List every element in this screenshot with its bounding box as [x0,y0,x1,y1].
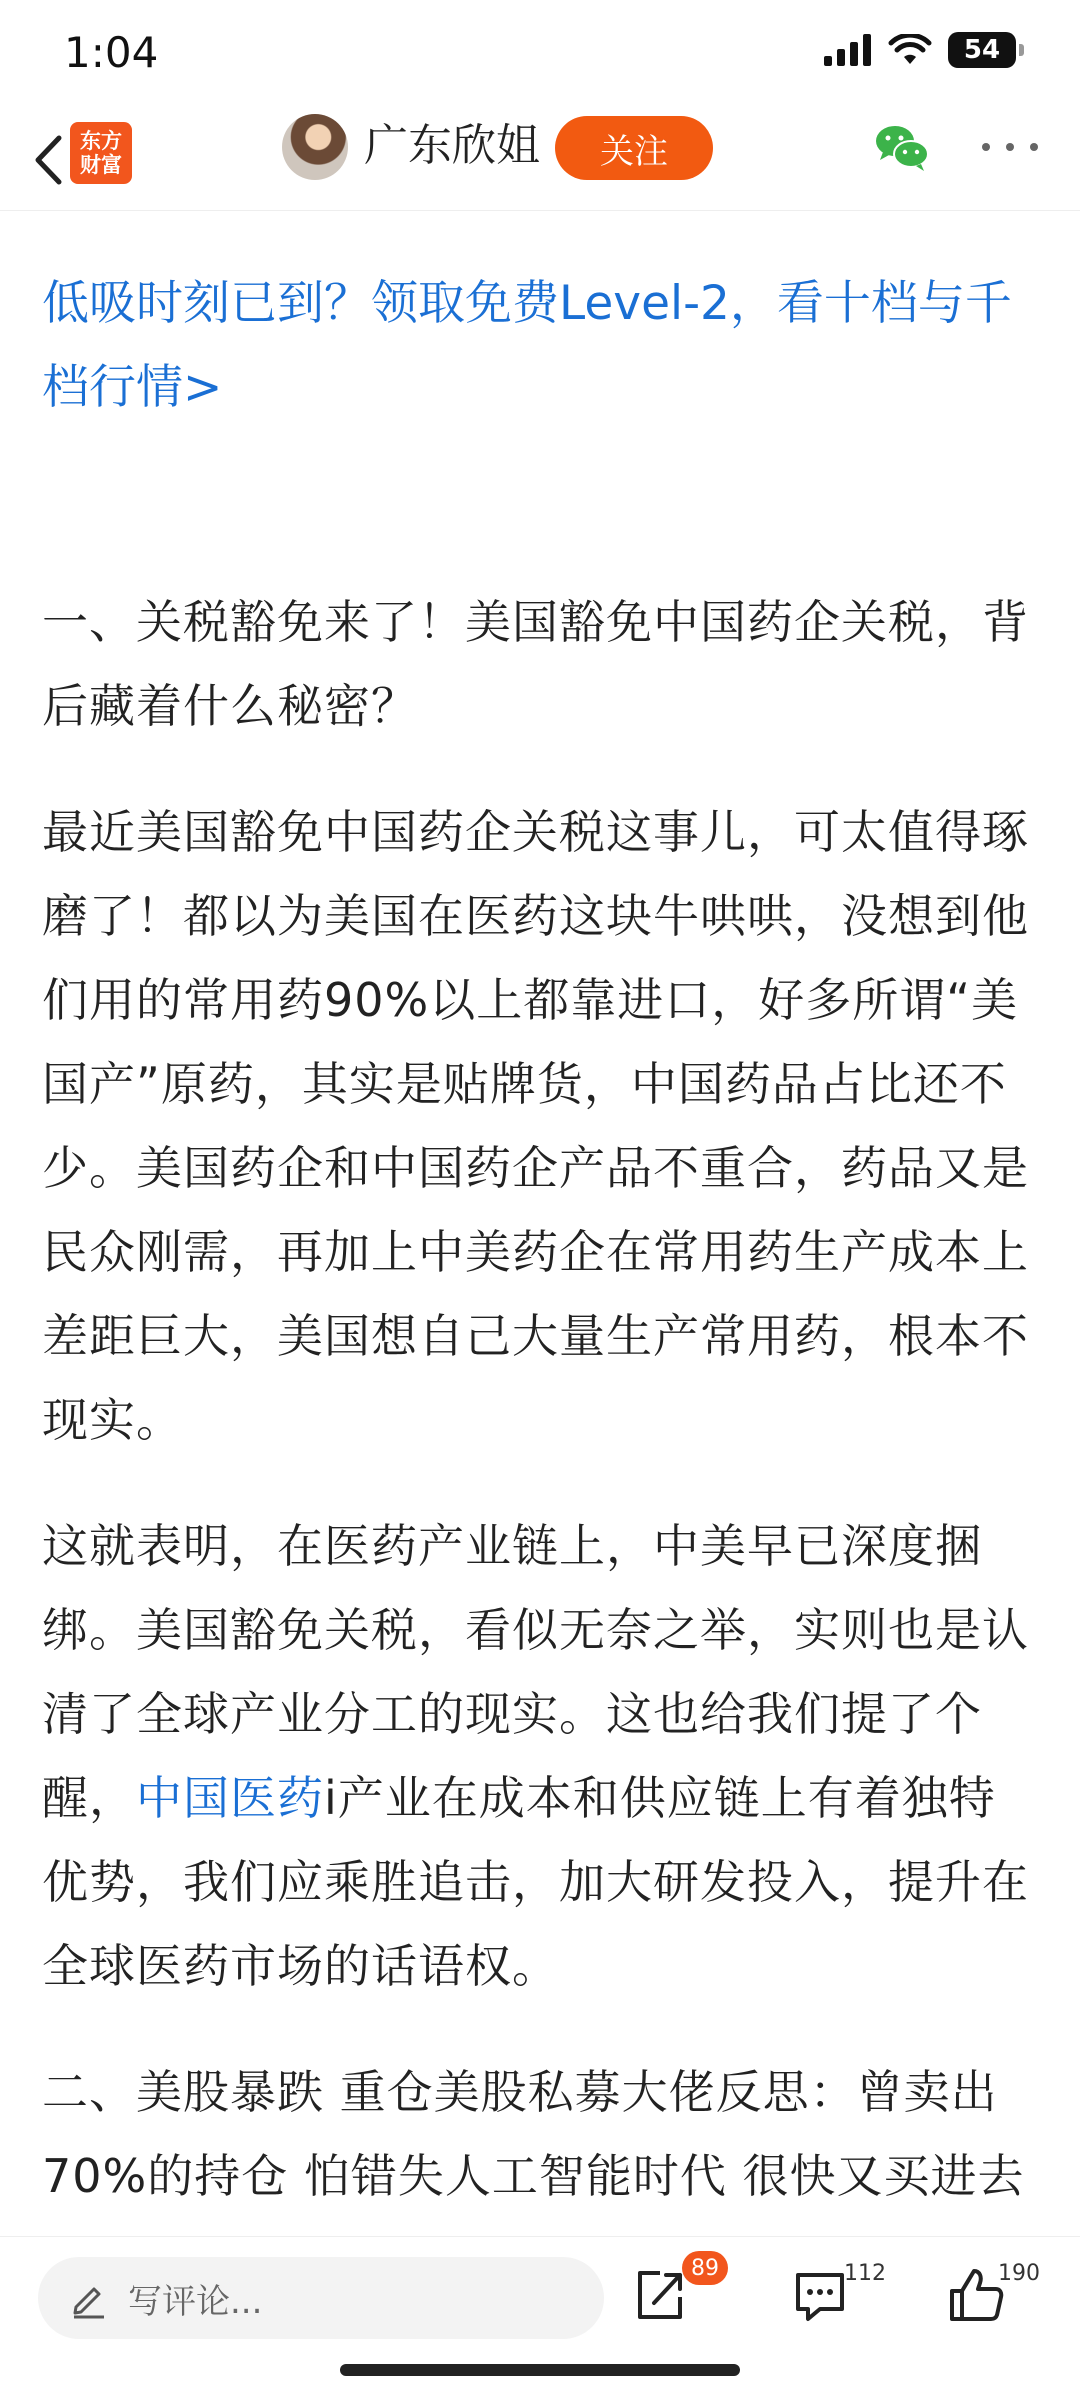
dot-icon [982,143,990,151]
share-button[interactable] [630,2265,690,2325]
app-logo[interactable] [70,122,132,184]
comment-button[interactable] [790,2265,850,2325]
status-time: 1:04 [64,28,159,77]
signal-icon [824,34,872,66]
like-button[interactable] [946,2265,1006,2325]
article-body [42,580,1038,2344]
nav-bar [0,110,1080,211]
more-button[interactable] [982,132,1038,162]
thumbs-up-icon [946,2265,1006,2325]
comment-placeholder: 写评论... [128,2281,263,2322]
battery-icon: 54 [948,32,1016,68]
article-paragraph: 最近美国豁免中国药企关税这事儿，可太值得琢磨了！都以为美国在医药这块牛哄哄，没想到他们用的常用药90%以上都靠进口，好多所谓“美国产”原药，其实是贴牌货，中国药品占比还不少。美国药企和中国药企产品不重合，药品又是民众刚需，再加上中美药企在常用药生产成本上差距巨大，美国想自己大量生产常用药，根本不现实。 [42,805,1029,1447]
level2-promo-link[interactable]: 低吸时刻已到？领取免费Level-2，看十档与千档行情> [42,276,1012,415]
comment-icon [790,2265,850,2325]
wechat-icon [874,122,930,174]
comment-input[interactable] [38,2257,604,2339]
paragraph-text: 这就表明，在医药产业链上，中美早已深度捆绑。美国豁免关税，看似无奈之举，实则也是认清了全球产业分工的现实。这也给我们提了个醒， [42,1519,1029,1825]
stock-link[interactable]: 中国医药 [136,1771,324,1825]
follow-button[interactable]: 关注 [555,116,713,180]
app-logo-line2: 财富 [80,153,122,177]
share-count-badge: 89 [682,2251,728,2285]
wifi-icon [888,34,932,66]
back-button[interactable] [18,128,78,192]
dot-icon [1006,143,1014,151]
status-bar [0,0,1080,110]
share-icon [630,2265,690,2325]
paragraph-text: i产业在成本和供应链上有着独特优势，我们应乘胜追击，加大研发投入，提升在全球医药市场的话语权。 [42,1771,1029,1993]
comment-count: 112 [844,2261,886,2286]
status-icons [824,32,1016,68]
like-count: 190 [998,2261,1040,2286]
app-logo-line1: 东方 [80,129,122,153]
article-paragraph [42,1504,1038,2008]
article-paragraph: 一、关税豁免来了！美国豁免中国药企关税，背后藏着什么秘密？ [42,595,1029,733]
author-avatar[interactable] [282,114,348,180]
wechat-share-button[interactable] [874,122,930,174]
pencil-icon [68,2277,110,2319]
bottom-action-bar [0,2236,1080,2401]
home-indicator[interactable] [340,2364,740,2376]
article-paragraph: 二、美股暴跌 重仓美股私募大佬反思：曾卖出70%的持仓 怕错失人工智能时代 很快又买进去 [42,2065,1025,2203]
dot-icon [1030,143,1038,151]
chevron-left-icon [33,135,63,185]
author-name[interactable]: 广东欣姐 [364,120,540,171]
